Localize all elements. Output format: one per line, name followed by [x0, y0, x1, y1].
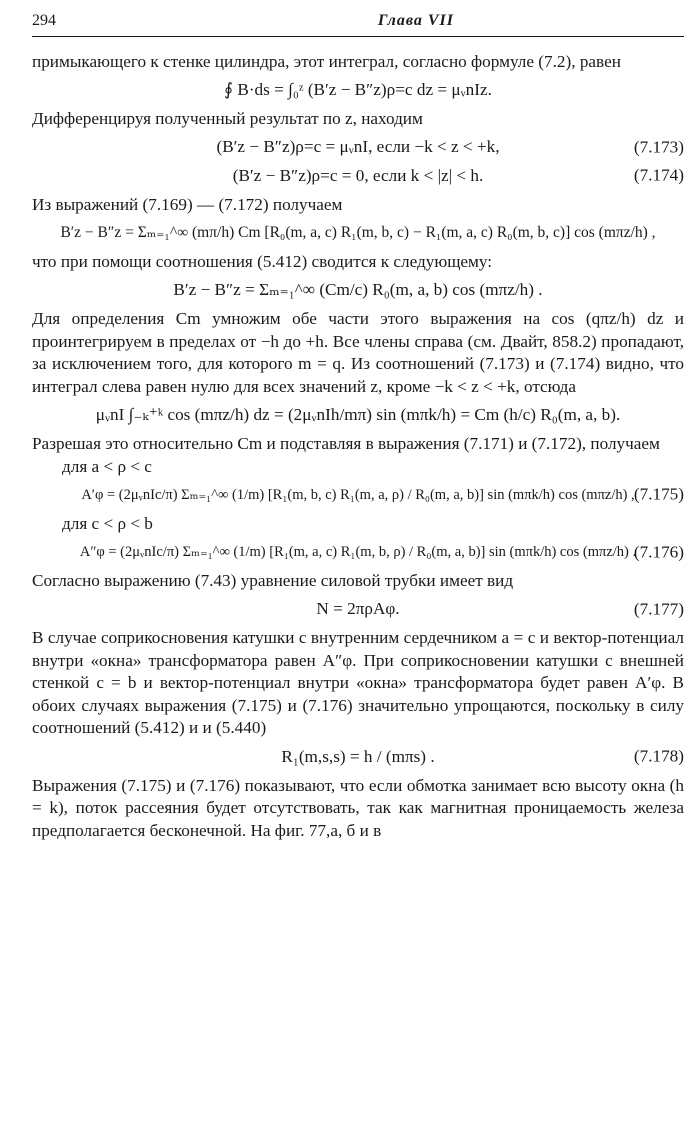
equation-number: (7.178) — [633, 747, 684, 767]
equation-expr: N = 2πρAφ. — [316, 599, 400, 619]
equation-expr: (B′z − B″z)ρ=c = 0, если k < |z| < h. — [232, 165, 484, 185]
equation-series: B′z − B″z = Σₘ₌₁^∞ (mπ/h) Cm [R₀(m, a, c) R₁(m, b, c) − R₁(m, a, c) R₀(m, b, c)] cos (mπz/h) , — [60, 224, 656, 242]
equation-7-173 — [32, 136, 684, 159]
equation-7-177 — [32, 598, 684, 621]
equation-7-174 — [32, 165, 684, 188]
condition-2: для c < ρ < b — [62, 513, 153, 533]
equation-number: (7.173) — [633, 137, 684, 157]
equation-7-178 — [32, 746, 684, 769]
equation-7-176 — [32, 541, 684, 564]
equation-line-integral: ∮ B·ds = ∫₀ᶻ (B′z − B″z)ρ=c dz = μᵥnIz. — [224, 80, 492, 100]
paragraph-4: что при помощи соотношения (5.412) сводится к следующему: — [32, 251, 493, 271]
paragraph-5: Для определения Cm умножим обе части этого выражения на cos (qπz/h) dz и проинтегрируем в пределах от −h до +h. Все члены справа (см. Двайт, 858.2) пропадают, за исключением того, для которого m = q. Из соотношений (7.173) и (7.174) видно, что интеграл слева равен нулю для всех значений z, кроме −k < z < +k, отсюда — [32, 308, 684, 396]
paragraph-3: Из выражений (7.169) — (7.172) получаем — [32, 194, 343, 214]
paragraph-7: Согласно выражению (7.43) уравнение силовой трубки имеет вид — [32, 570, 514, 590]
equation-number: (7.174) — [633, 165, 684, 185]
equation-number: (7.176) — [633, 542, 684, 562]
equation-number: (7.177) — [633, 599, 684, 619]
condition-1: для a < ρ < c — [62, 456, 152, 476]
equation-7-175 — [32, 484, 684, 507]
equation-expr: (B′z − B″z)ρ=c = μᵥnI, если −k < z < +k, — [216, 137, 500, 157]
page-number: 294 — [32, 12, 56, 29]
paragraph-1: примыкающего к стенке цилиндра, этот интеграл, согласно формуле (7.2), равен — [32, 51, 621, 71]
chapter-title: Глава VII — [377, 12, 454, 29]
equation-number: (7.175) — [633, 485, 684, 505]
running-header — [32, 10, 684, 37]
paragraph-9: Выражения (7.175) и (7.176) показывают, что если обмотка занимает всю высоту окна (h = k), поток рассеяния будет отсутствовать, так как магнитная проницаемость железа предполагается бесконечной. На фиг. 77,а, б и в — [32, 775, 684, 840]
equation-cm: μᵥnI ∫₋ₖ⁺ᵏ cos (mπz/h) dz = (2μᵥnIh/mπ) sin (mπk/h) = Cm (h/c) R₀(m, a, b). — [95, 405, 621, 425]
equation-expr: R₁(m,s,s) = h / (mπs) . — [281, 747, 435, 767]
paragraph-8: В случае соприкосновения катушки с внутренним сердечником a = c и вектор-потенциал внутри «окна» трансформатора равен A″φ. При соприкосновении катушки с внешней стенкой c = b и вектор-потенциал внутри «окна» трансформатора будет равен A′φ. В обоих случаях выражения (7.175) и (7.176) значительно упрощаются, поскольку в силу соотношений (5.412) и и (5.440) — [32, 628, 684, 738]
equation-expr: A″φ = (2μᵥnIc/π) Σₘ₌₁^∞ (1/m) [R₁(m, a, c) R₁(m, b, ρ) / R₀(m, a, b)] sin (mπk/h) cos (mπz/h) . — [79, 544, 637, 561]
equation-expr: A′φ = (2μᵥnIc/π) Σₘ₌₁^∞ (1/m) [R₁(m, b, c) R₁(m, a, ρ) / R₀(m, a, b)] sin (mπk/h) cos (mπz/h) , — [81, 487, 635, 504]
paragraph-2: Дифференцируя полученный результат по z, находим — [32, 108, 423, 128]
equation-reduced: B′z − B″z = Σₘ₌₁^∞ (Cm/c) R₀(m, a, b) cos (mπz/h) . — [173, 280, 543, 300]
paragraph-6: Разрешая это относительно Cm и подставляя в выражения (7.171) и (7.172), получаем — [32, 433, 660, 453]
